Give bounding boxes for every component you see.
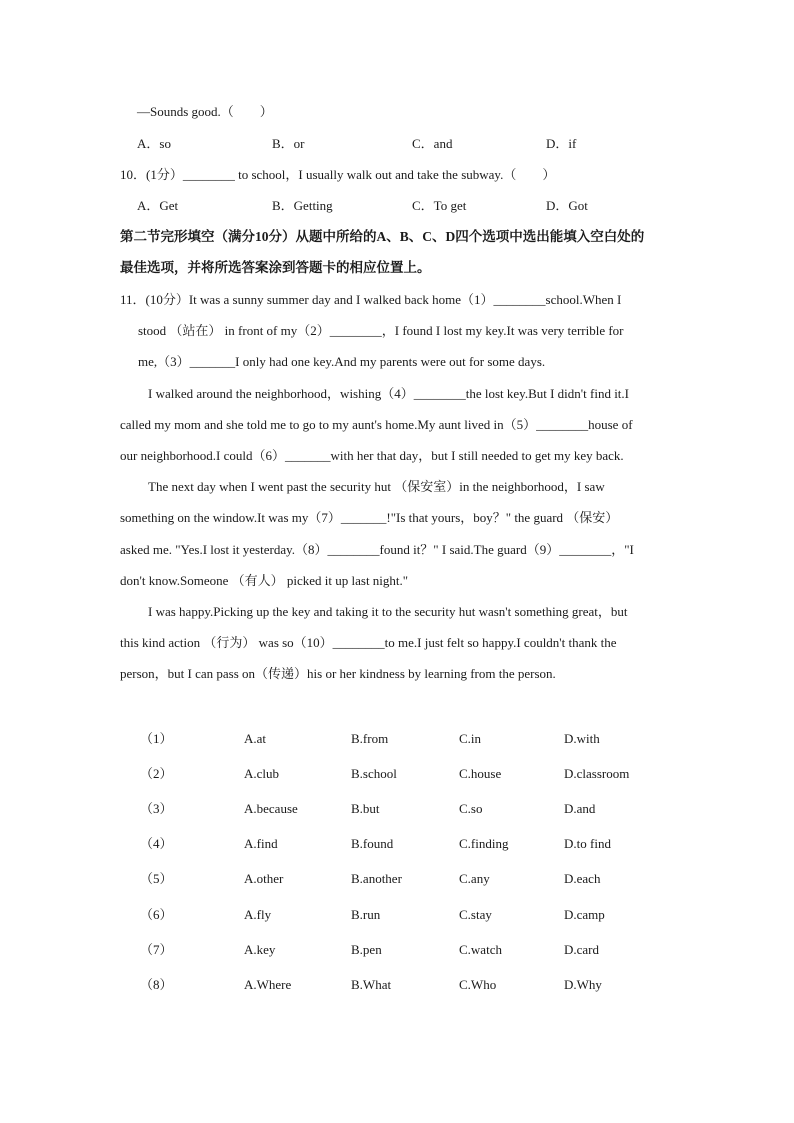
passage-line: called my mom and she told me to go to my aunt's home.My aunt lived in（5）________house of (120, 417, 633, 432)
blank-number: （1） (140, 731, 173, 746)
choice-c: C.finding (459, 836, 509, 851)
choice-row (0, 942, 794, 962)
q10-option-d: D．Got (546, 198, 588, 213)
q10-stem: 10．(1分）________ to school，I usually walk out and take the subway.（ ） (120, 167, 556, 182)
passage-line: stood （站在） in front of my（2）________，I found I lost my key.It was very terrible for (138, 323, 624, 338)
choice-b: B.run (351, 907, 381, 922)
choice-a: A.fly (244, 907, 272, 922)
choice-d: D.card (564, 942, 600, 957)
choice-c: C.watch (459, 942, 502, 957)
q9-option-d: D．if (546, 136, 577, 151)
choice-a: A.Where (244, 977, 292, 992)
choice-d: D.and (564, 801, 596, 816)
passage-line: asked me. "Yes.I lost it yesterday.（8）________found it？" I said.The guard（9）________，"I (120, 542, 634, 557)
choice-d: D.each (564, 871, 601, 886)
choice-c: C.so (459, 801, 483, 816)
blank-number: （6） (140, 907, 173, 922)
passage-line: person，but I can pass on（传递）his or her kindness by learning from the person. (120, 666, 556, 681)
choice-b: B.from (351, 731, 389, 746)
choice-a: A.other (244, 871, 284, 886)
choice-a: A.key (244, 942, 276, 957)
choice-row (0, 766, 794, 786)
q9-option-c: C．and (412, 136, 453, 151)
q9-answer-line: —Sounds good.（ ） (137, 104, 273, 119)
choice-a: A.at (244, 731, 267, 746)
passage-line: I walked around the neighborhood，wishing（4）________the lost key.But I didn't find it.I (148, 386, 629, 401)
choice-a: A.find (244, 836, 278, 851)
q9-option-a: A．so (137, 136, 171, 151)
passage-line: 11．(10分）It was a sunny summer day and I walked back home（1）________school.When I (120, 292, 622, 307)
passage-line: don't know.Someone （有人） picked it up last night." (120, 573, 409, 588)
choice-c: C.in (459, 731, 482, 746)
choice-c: C.house (459, 766, 502, 781)
q10-option-c: C．To get (412, 198, 467, 213)
blank-number: （5） (140, 871, 173, 886)
q10-option-b: B．Getting (272, 198, 333, 213)
choice-b: B.What (351, 977, 392, 992)
section-heading-line-2: 最佳选项，并将所选答案涂到答题卡的相应位置上。 (120, 260, 431, 275)
q10-option-a: A．Get (137, 198, 179, 213)
choice-d: D.camp (564, 907, 605, 922)
q9-option-b: B．or (272, 136, 305, 151)
choice-row (0, 836, 794, 856)
passage-line: me,（3）_______I only had one key.And my parents were out for some days. (138, 354, 546, 369)
choice-c: C.Who (459, 977, 497, 992)
choice-b: B.school (351, 766, 397, 781)
section-heading-line-1: 第二节完形填空（满分10分）从题中所给的A、B、C、D四个选项中选出能填入空白处的 (120, 229, 645, 244)
passage-line: our neighborhood.I could（6）_______with her that day，but I still needed to get my key back. (120, 448, 624, 463)
blank-number: （7） (140, 942, 173, 957)
choice-row (0, 871, 794, 891)
blank-number: （4） (140, 836, 173, 851)
choice-d: D.to find (564, 836, 611, 851)
choice-d: D.classroom (564, 766, 630, 781)
passage-line: this kind action （行为） was so（10）________to me.I just felt so happy.I couldn't thank the (120, 635, 617, 650)
choice-c: C.stay (459, 907, 492, 922)
passage-line: something on the window.It was my（7）_______!"Is that yours，boy？" the guard （保安） (120, 510, 619, 525)
choice-row (0, 977, 794, 997)
blank-number: （8） (140, 977, 173, 992)
choice-row (0, 907, 794, 927)
choice-a: A.club (244, 766, 280, 781)
choice-row (0, 731, 794, 751)
passage-line: I was happy.Picking up the key and taking it to the security hut wasn't something great，but (148, 604, 628, 619)
choice-c: C.any (459, 871, 490, 886)
choice-b: B.pen (351, 942, 382, 957)
choice-b: B.but (351, 801, 380, 816)
choice-a: A.because (244, 801, 298, 816)
choice-d: D.with (564, 731, 600, 746)
choice-d: D.Why (564, 977, 602, 992)
choice-row (0, 801, 794, 821)
blank-number: （3） (140, 801, 173, 816)
blank-number: （2） (140, 766, 173, 781)
choice-b: B.another (351, 871, 402, 886)
passage-line: The next day when I went past the security hut （保安室）in the neighborhood，I saw (148, 479, 605, 494)
choice-b: B.found (351, 836, 394, 851)
